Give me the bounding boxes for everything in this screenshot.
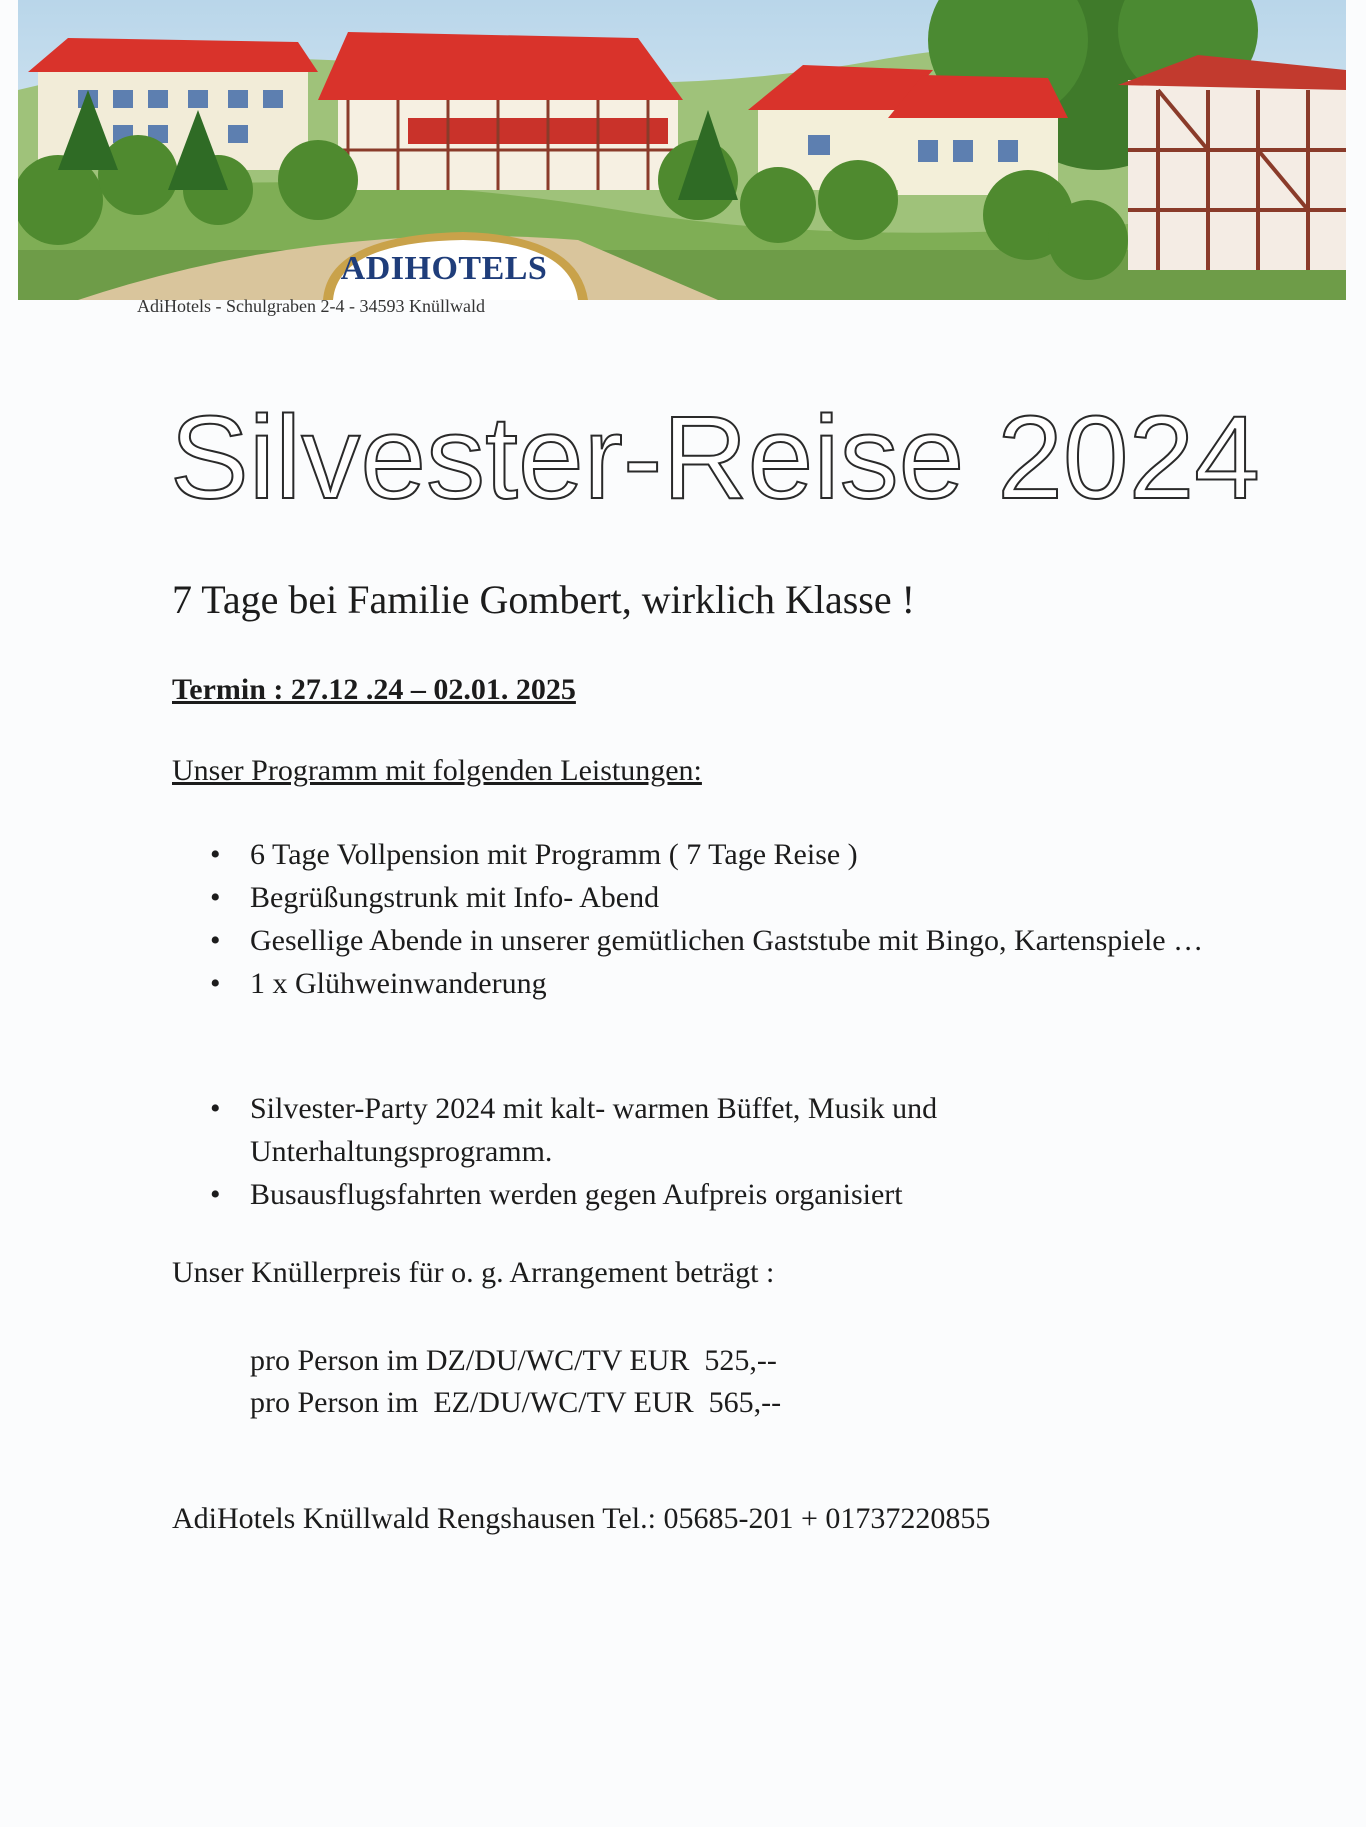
hotel-address: AdiHotels - Schulgraben 2-4 - 34593 Knüllwald — [137, 296, 485, 316]
price-single-room: pro Person im EZ/DU/WC/TV EUR 565,-- — [250, 1386, 782, 1419]
hotel-banner-illustration — [18, 0, 1346, 300]
contact-footer: AdiHotels Knüllwald Rengshausen Tel.: 05685-201 + 01737220855 — [172, 1502, 991, 1535]
price-double-room: pro Person im DZ/DU/WC/TV EUR 525,-- — [250, 1344, 777, 1377]
list-item: • 6 Tage Vollpension mit Programm ( 7 Tage Reise ) — [210, 833, 1210, 876]
price-list — [250, 1340, 781, 1424]
price-intro: Unser Knüllerpreis für o. g. Arrangement beträgt : — [172, 1256, 775, 1289]
services-list-2 — [210, 1087, 1210, 1216]
list-item: • 1 x Glühweinwanderung — [210, 962, 1210, 1005]
list-item: • Begrüßungstrunk mit Info- Abend — [210, 876, 1210, 919]
list-item: • Busausflugsfahrten werden gegen Aufpreis organisiert — [210, 1173, 1210, 1216]
programm-heading: Unser Programm mit folgenden Leistungen: — [172, 754, 702, 787]
headline-text: Silvester-Reise 2024 — [170, 392, 1260, 524]
list-item: • Gesellige Abende in unserer gemütlichen Gaststube mit Bingo, Kartenspiele … — [210, 919, 1210, 962]
adihotels-logo — [313, 238, 575, 300]
termin-date: Termin : 27.12 .24 – 02.01. 2025 — [172, 673, 576, 706]
logo-text: ADIHOTELS — [340, 250, 548, 287]
headline — [166, 388, 1276, 528]
list-item: • Silvester-Party 2024 mit kalt- warmen Büffet, Musik und Unterhaltungsprogramm. — [210, 1087, 1210, 1173]
services-list-1 — [210, 833, 1210, 1005]
subtitle: 7 Tage bei Familie Gombert, wirklich Klasse ! — [172, 577, 915, 622]
